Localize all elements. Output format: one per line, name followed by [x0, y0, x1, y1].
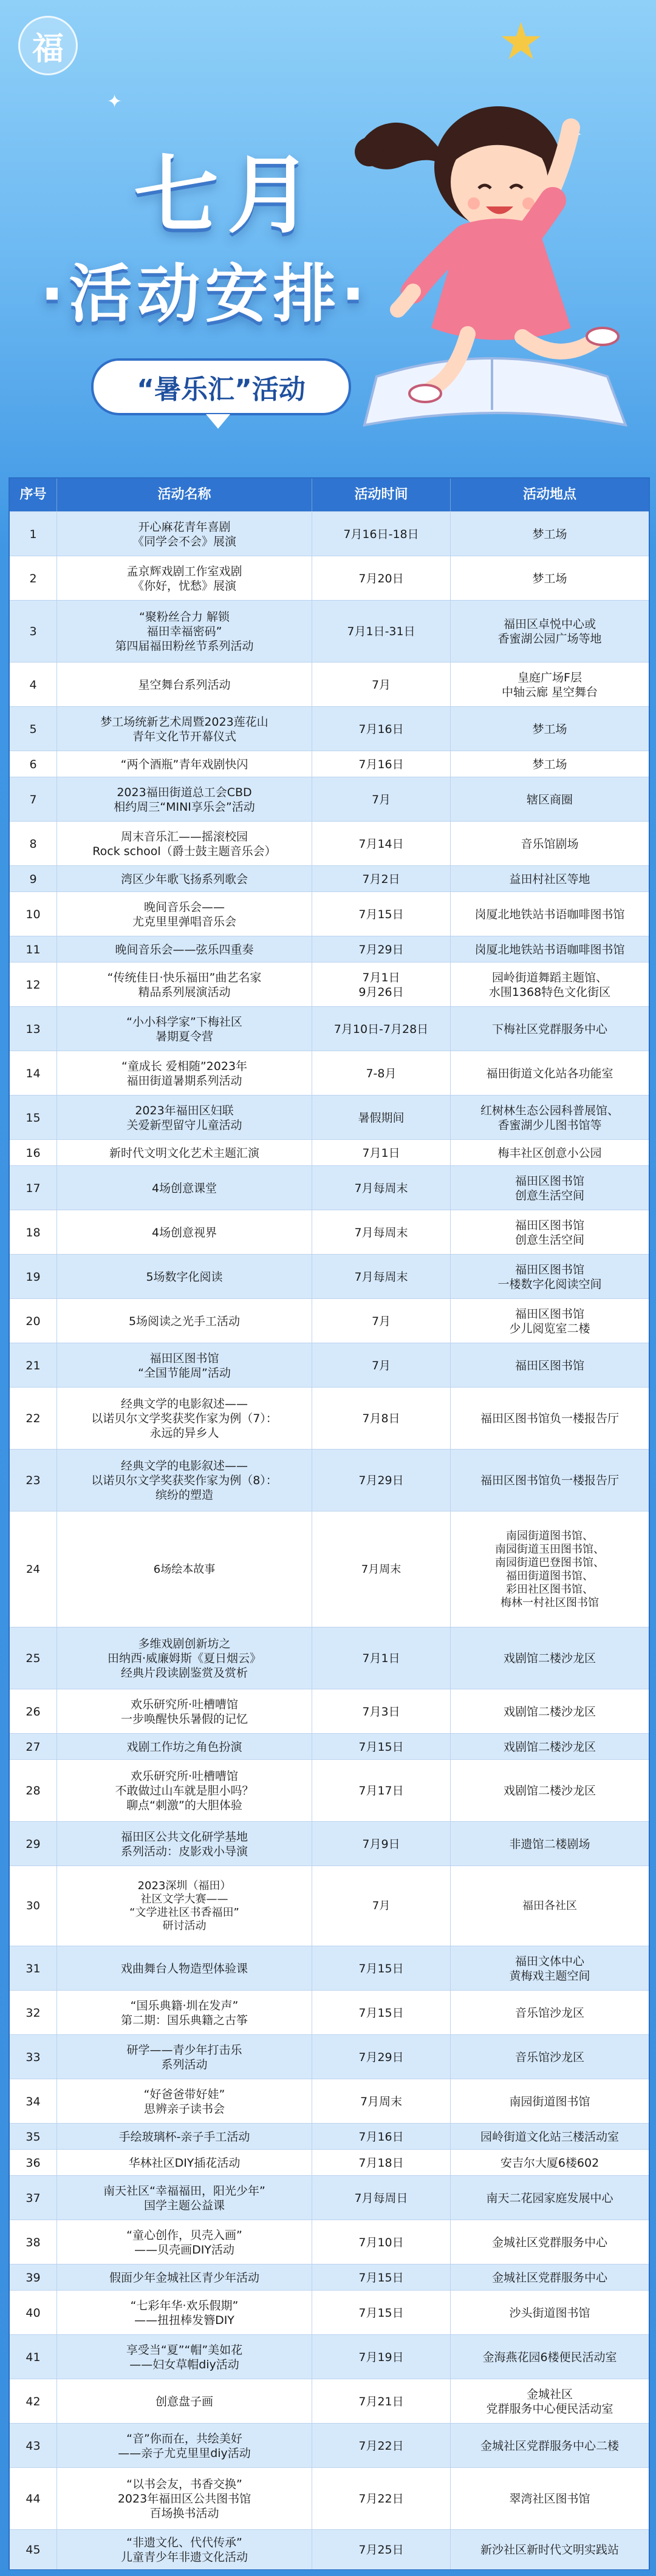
table-cell-name: “两个酒瓶”青年戏剧快闪 — [57, 751, 312, 777]
table-row — [10, 1759, 649, 1822]
table-cell-time: 7月18日 — [312, 2150, 451, 2176]
table-cell-index: 24 — [10, 1511, 57, 1627]
table-cell-location: 梦工场 — [532, 527, 567, 541]
table-row — [10, 2423, 649, 2468]
table-row — [10, 865, 649, 892]
table-cell-time: 7月25日 — [312, 2530, 451, 2569]
page-title: 七月 — [134, 146, 321, 245]
table-cell-index: 6 — [10, 751, 57, 777]
table-cell-index: 26 — [10, 1689, 57, 1734]
table-cell-time: 7月16日 — [312, 751, 451, 777]
table-cell-location: 福田区图书馆 少儿阅览室二楼 — [509, 1307, 590, 1335]
table-cell-name: 福田区公共文化研学基地 系列活动：皮影戏小导演 — [57, 1822, 312, 1866]
table-cell-name: 2023福田街道总工会CBD 相约周三“MINI享乐会”活动 — [57, 777, 312, 822]
table-cell-time: 暑假期间 — [312, 1095, 451, 1140]
table-row — [10, 2334, 649, 2379]
table-cell-name: 新时代文明文化艺术主题汇演 — [57, 1140, 312, 1166]
table-cell-location: 福田区图书馆负一楼报告厅 — [480, 1412, 619, 1425]
table-cell-name: 湾区少年歌飞扬系列歌会 — [57, 866, 312, 892]
table-row — [10, 891, 649, 936]
table-cell-location: 下梅社区党群服务中心 — [491, 1022, 607, 1036]
table-cell-index: 7 — [10, 777, 57, 822]
table-cell-index: 41 — [10, 2335, 57, 2379]
table-row — [10, 1946, 649, 1991]
table-cell-location: 沙头街道图书馆 — [509, 2306, 590, 2320]
table-cell-index: 1 — [10, 512, 57, 556]
table-cell-time: 7-8月 — [312, 1051, 451, 1095]
table-cell-name: 戏剧工作坊之角色扮演 — [57, 1734, 312, 1760]
table-cell-location: 益田村社区等地 — [509, 872, 590, 886]
table-cell-time: 7月21日 — [312, 2379, 451, 2424]
table-cell-name: “以书会友，书香交换” 2023年福田区公共图书馆 百场换书活动 — [57, 2468, 312, 2530]
table-cell-time: 7月1日-31日 — [312, 601, 451, 663]
table-row — [10, 2034, 649, 2079]
table-cell-name: 手绘玻璃杯-亲子手工活动 — [57, 2124, 312, 2150]
table-cell-index: 42 — [10, 2379, 57, 2424]
table-cell-location: 福田区图书馆 创意生活空间 — [514, 1218, 584, 1247]
table-cell-index: 16 — [10, 1140, 57, 1166]
table-cell-location: 南园街道图书馆 — [509, 2094, 590, 2108]
table-cell-name: 5场阅读之光手工活动 — [57, 1299, 312, 1343]
table-row — [10, 1254, 649, 1299]
table-cell-name: 经典文学的电影叙述—— 以诺贝尔文学奖获奖作家为例（7）： 永远的异乡人 — [57, 1388, 312, 1450]
table-cell-name: 5场数字化阅读 — [57, 1255, 312, 1299]
table-cell-time: 7月8日 — [312, 1388, 451, 1450]
table-cell-index: 31 — [10, 1946, 57, 1991]
table-cell-location: 金城社区 党群服务中心便民活动室 — [486, 2387, 613, 2416]
table-cell-index: 28 — [10, 1760, 57, 1822]
table-row — [10, 2123, 649, 2150]
table-cell-time: 7月15日 — [312, 1991, 451, 2035]
table-row — [10, 2379, 649, 2424]
table-cell-index: 2 — [10, 556, 57, 601]
table-cell-location: 福田区图书馆 — [514, 1358, 584, 1372]
table-cell-index: 40 — [10, 2291, 57, 2335]
table-cell-index: 38 — [10, 2220, 57, 2264]
table-cell-time: 7月22日 — [312, 2424, 451, 2468]
table-cell-time: 7月14日 — [312, 822, 451, 866]
activity-table — [9, 477, 650, 2570]
table-cell-location: 红树林生态公园科普展馆、 香蜜湖少儿图书馆等 — [480, 1103, 619, 1132]
table-cell-time: 7月每周日 — [312, 2176, 451, 2220]
table-cell-time: 7月每周末 — [312, 1210, 451, 1255]
table-cell-index: 32 — [10, 1991, 57, 2035]
table-cell-location: 福田区图书馆负一楼报告厅 — [480, 1474, 619, 1487]
table-cell-time: 7月 — [312, 663, 451, 707]
table-cell-name: “聚粉丝合力 解锁 福田幸福密码” 第四届福田粉丝节系列活动 — [57, 601, 312, 663]
sparkle-icon: ✦ — [107, 91, 123, 112]
table-cell-time: 7月 — [312, 1866, 451, 1946]
table-cell-location: 岗厦北地铁站书语咖啡图书馆 — [474, 907, 625, 921]
table-row — [10, 751, 649, 777]
table-row — [10, 2079, 649, 2124]
table-cell-time: 7月 — [312, 1299, 451, 1343]
table-row — [10, 1449, 649, 1511]
table-row — [10, 600, 649, 663]
table-row — [10, 936, 649, 963]
table-cell-index: 35 — [10, 2124, 57, 2150]
table-cell-time: 7月20日 — [312, 556, 451, 601]
table-cell-location: 皇庭广场F层 中轴云廊 星空舞台 — [501, 670, 598, 699]
table-cell-time: 7月周末 — [312, 1511, 451, 1627]
table-cell-name: 开心麻花青年喜剧 《同学会不会》展演 — [57, 512, 312, 556]
table-cell-name: 星空舞台系列活动 — [57, 663, 312, 707]
table-row — [10, 706, 649, 751]
table-cell-index: 19 — [10, 1255, 57, 1299]
table-row — [10, 1298, 649, 1343]
table-row — [10, 2149, 649, 2176]
table-cell-location: 安吉尔大厦6楼602 — [500, 2156, 600, 2170]
table-cell-time: 7月1日 — [312, 1140, 451, 1166]
table-cell-index: 20 — [10, 1299, 57, 1343]
table-cell-name: 6场绘本故事 — [57, 1511, 312, 1627]
table-cell-time: 7月15日 — [312, 892, 451, 936]
table-cell-location: 园岭街道舞蹈主题馆、 水围1368特色文化街区 — [488, 970, 611, 999]
table-cell-name: 享受当“夏”“帽”美如花 ——妇女草帽diy活动 — [57, 2335, 312, 2379]
table-cell-index: 21 — [10, 1343, 57, 1388]
table-cell-name: 研学——青少年打击乐 系列活动 — [57, 2035, 312, 2079]
table-cell-index: 17 — [10, 1166, 57, 1210]
table-cell-index: 3 — [10, 601, 57, 663]
table-cell-index: 39 — [10, 2264, 57, 2291]
table-cell-location: 福田区图书馆 创意生活空间 — [514, 1174, 584, 1202]
table-cell-index: 4 — [10, 663, 57, 707]
table-cell-time: 7月10日-7月28日 — [312, 1007, 451, 1051]
table-cell-location: 岗厦北地铁站书语咖啡图书馆 — [474, 942, 625, 956]
table-cell-location: 福田区卓悦中心或 香蜜湖公园广场等地 — [497, 618, 602, 646]
table-row — [10, 511, 649, 556]
table-cell-index: 5 — [10, 707, 57, 751]
table-cell-time: 7月每周末 — [312, 1166, 451, 1210]
table-row — [10, 962, 649, 1007]
table-cell-location: 园岭街道文化站三楼活动室 — [480, 2130, 619, 2144]
table-cell-location: 新沙社区新时代文明实践站 — [480, 2543, 619, 2557]
table-cell-name: 福田区图书馆 “全国节能周”活动 — [57, 1343, 312, 1388]
table-cell-time: 7月22日 — [312, 2468, 451, 2530]
table-cell-time: 7月15日 — [312, 2291, 451, 2335]
table-cell-location: 金海燕花园6楼便民活动室 — [482, 2350, 617, 2364]
table-row — [10, 556, 649, 601]
table-row — [10, 1210, 649, 1255]
girl-illustration — [340, 36, 656, 462]
table-cell-time: 7月29日 — [312, 936, 451, 963]
table-row — [10, 821, 649, 866]
table-cell-name: 戏曲舞台人物造型体验课 — [57, 1946, 312, 1991]
table-row — [10, 1006, 649, 1051]
table-cell-index: 36 — [10, 2150, 57, 2176]
table-cell-location: 金城社区党群服务中心 — [491, 2235, 607, 2249]
page-subtitle: ·活动安排· — [40, 257, 371, 331]
star-icon: ★ — [498, 12, 544, 71]
table-cell-name: 2023年福田区妇联 关爱新型留守儿童活动 — [57, 1095, 312, 1140]
table-cell-index: 11 — [10, 936, 57, 963]
table-cell-location: 音乐馆沙龙区 — [514, 2050, 584, 2064]
table-cell-time: 7月2日 — [312, 866, 451, 892]
table-cell-index: 8 — [10, 822, 57, 866]
table-cell-time: 7月17日 — [312, 1760, 451, 1822]
table-cell-location: 梦工场 — [532, 571, 567, 585]
table-cell-name: 经典文学的电影叙述—— 以诺贝尔文学奖获奖作家为例（8）： 缤纷的塑造 — [57, 1450, 312, 1511]
table-cell-name: 4场创意视界 — [57, 1210, 312, 1255]
table-row — [10, 2290, 649, 2335]
table-cell-location: 辖区商圈 — [526, 792, 573, 806]
table-cell-index: 27 — [10, 1734, 57, 1760]
table-cell-name: 多维戏剧创新坊之 田纳西·威廉姆斯《夏日烟云》 经典片段读剧鉴赏及赏析 — [57, 1627, 312, 1689]
table-cell-location: 戏剧馆二楼沙龙区 — [503, 1705, 596, 1719]
table-row — [10, 2467, 649, 2530]
table-cell-location: 金城社区党群服务中心二楼 — [480, 2439, 619, 2453]
table-cell-time: 7月3日 — [312, 1689, 451, 1734]
table-cell-time: 7月 — [312, 1343, 451, 1388]
table-cell-index: 13 — [10, 1007, 57, 1051]
table-cell-name: 周末音乐汇——摇滚校园 Rock school（爵士鼓主题音乐会） — [57, 822, 312, 866]
table-cell-name: “七彩年华·欢乐假期” ——扭扭棒发簪DIY — [57, 2291, 312, 2335]
table-cell-name: 4场创意课堂 — [57, 1166, 312, 1210]
table-cell-location: 福田区图书馆 一楼数字化阅读空间 — [497, 1262, 602, 1291]
table-cell-name: 南天社区“幸福福田，阳光少年” 国学主题公益课 — [57, 2176, 312, 2220]
table-cell-time: 7月周末 — [312, 2079, 451, 2124]
table-cell-location: 梅丰社区创意小公园 — [497, 1146, 602, 1160]
table-cell-index: 34 — [10, 2079, 57, 2124]
table-row — [10, 1990, 649, 2035]
table-cell-name: 欢乐研究所·吐槽嘈馆 一步唤醒快乐暑假的记忆 — [57, 1689, 312, 1734]
table-row — [10, 1689, 649, 1734]
table-row — [10, 1165, 649, 1210]
table-cell-time: 7月19日 — [312, 2335, 451, 2379]
table-row — [10, 1095, 649, 1140]
table-cell-location: 南天二花园家庭发展中心 — [486, 2191, 613, 2205]
poster-header — [0, 0, 656, 462]
table-cell-location: 福田文体中心 黄梅戏主题空间 — [509, 1954, 590, 1983]
sparkle-icon: ✦ — [571, 128, 583, 143]
event-series-label: “暑乐汇”活动 — [137, 374, 306, 405]
table-cell-location: 福田各社区 — [522, 1900, 577, 1912]
column-header-location: 活动地点 — [522, 487, 576, 502]
column-header-time: 活动时间 — [312, 479, 451, 511]
table-cell-index: 22 — [10, 1388, 57, 1450]
table-cell-index: 43 — [10, 2424, 57, 2468]
column-header-name: 活动名称 — [57, 479, 312, 511]
table-row — [10, 1387, 649, 1450]
event-series-badge — [91, 358, 351, 415]
table-cell-time: 7月 — [312, 777, 451, 822]
table-cell-time: 7月15日 — [312, 2264, 451, 2291]
table-cell-index: 44 — [10, 2468, 57, 2530]
column-header-index: 序号 — [10, 479, 57, 511]
table-cell-time: 7月15日 — [312, 1734, 451, 1760]
table-cell-index: 23 — [10, 1450, 57, 1511]
table-cell-time: 7月10日 — [312, 2220, 451, 2264]
table-cell-time: 7月16日-18日 — [312, 512, 451, 556]
table-row — [10, 1627, 649, 1689]
table-cell-location: 音乐馆剧场 — [521, 837, 579, 851]
table-row — [10, 2529, 649, 2569]
table-cell-time: 7月1日 — [312, 1627, 451, 1689]
table-cell-time: 7月16日 — [312, 707, 451, 751]
table-cell-index: 33 — [10, 2035, 57, 2079]
fu-logo-icon: 福 — [18, 16, 78, 75]
table-cell-name: “国乐典籍·圳在发声” 第二期：国乐典籍之古筝 — [57, 1991, 312, 2035]
table-cell-name: “童成长 爱相随”2023年 福田街道暑期系列活动 — [57, 1051, 312, 1095]
table-cell-name: 创意盘子画 — [57, 2379, 312, 2424]
table-cell-index: 14 — [10, 1051, 57, 1095]
table-cell-name: 欢乐研究所·吐槽嘈馆 不敢做过山车就是胆小吗？ 聊点“刺激”的大胆体验 — [57, 1760, 312, 1822]
table-cell-name: “小小科学家”下梅社区 暑期夏令营 — [57, 1007, 312, 1051]
table-cell-location: 福田街道文化站各功能室 — [486, 1066, 613, 1080]
table-cell-index: 9 — [10, 866, 57, 892]
table-row — [10, 1511, 649, 1627]
table-cell-location: 戏剧馆二楼沙龙区 — [503, 1652, 596, 1665]
table-row — [10, 777, 649, 822]
table-cell-time: 7月每周末 — [312, 1255, 451, 1299]
table-cell-name: “非遗文化、代代传承” 儿童青少年非遗文化活动 — [57, 2530, 312, 2569]
table-row — [10, 1733, 649, 1760]
table-cell-location: 戏剧馆二楼沙龙区 — [503, 1784, 596, 1797]
table-header-row — [10, 479, 649, 511]
table-cell-name: “童心创作，贝壳入画” ——贝壳画DIY活动 — [57, 2220, 312, 2264]
table-cell-name: 梦工场统新艺术周暨2023莲花山 青年文化节开幕仪式 — [57, 707, 312, 751]
table-cell-name: “音”你而在，共绘美好 ——亲子尤克里里diy活动 — [57, 2424, 312, 2468]
table-cell-name: 晚间音乐会——弦乐四重奏 — [57, 936, 312, 963]
table-cell-index: 30 — [10, 1866, 57, 1946]
table-cell-name: 华林社区DIY插花活动 — [57, 2150, 312, 2176]
table-cell-name: 孟京辉戏剧工作室戏剧 《你好，忧愁》展演 — [57, 556, 312, 601]
table-cell-index: 18 — [10, 1210, 57, 1255]
table-cell-name: 晚间音乐会—— 尤克里里弹唱音乐会 — [57, 892, 312, 936]
table-row — [10, 2175, 649, 2220]
table-row — [10, 1821, 649, 1866]
table-cell-location: 南园街道图书馆、 南园街道玉田图书馆、 南园街道巴登图书馆、 福田街道图书馆、 彩田社区图书馆、 梅林一村社区图书馆 — [495, 1529, 604, 1609]
table-cell-time: 7月29日 — [312, 1450, 451, 1511]
table-cell-name: “传统佳日·快乐福田”曲艺名家 精品系列展演活动 — [57, 963, 312, 1007]
table-row — [10, 1139, 649, 1166]
table-cell-time: 7月9日 — [312, 1822, 451, 1866]
table-cell-index: 10 — [10, 892, 57, 936]
table-cell-index: 15 — [10, 1095, 57, 1140]
table-cell-location: 音乐馆沙龙区 — [514, 2006, 584, 2020]
table-cell-location: 戏剧馆二楼沙龙区 — [503, 1740, 596, 1754]
table-row — [10, 1343, 649, 1388]
table-cell-location: 翠湾社区图书馆 — [509, 2492, 590, 2506]
table-cell-index: 45 — [10, 2530, 57, 2569]
table-cell-location: 梦工场 — [532, 757, 567, 771]
table-row — [10, 2220, 649, 2264]
table-cell-index: 29 — [10, 1822, 57, 1866]
table-cell-location: 非遗馆二楼剧场 — [509, 1837, 590, 1851]
table-cell-index: 25 — [10, 1627, 57, 1689]
table-cell-time: 7月29日 — [312, 2035, 451, 2079]
table-cell-name: “好爸爸带好娃” 思辨亲子读书会 — [57, 2079, 312, 2124]
table-cell-location: 金城社区党群服务中心 — [491, 2271, 607, 2285]
table-cell-location: 梦工场 — [532, 722, 567, 736]
table-cell-time: 7月16日 — [312, 2124, 451, 2150]
table-cell-index: 37 — [10, 2176, 57, 2220]
table-cell-name: 假面少年金城社区青少年活动 — [57, 2264, 312, 2291]
table-cell-time: 7月15日 — [312, 1946, 451, 1991]
table-row — [10, 1051, 649, 1095]
table-cell-time: 7月1日 9月26日 — [312, 963, 451, 1007]
table-row — [10, 662, 649, 707]
table-cell-index: 12 — [10, 963, 57, 1007]
table-cell-name: 2023深圳（福田） 社区文学大赛—— “文学进社区书香福田” 研讨活动 — [57, 1866, 312, 1946]
table-row — [10, 1866, 649, 1946]
table-row — [10, 2264, 649, 2291]
